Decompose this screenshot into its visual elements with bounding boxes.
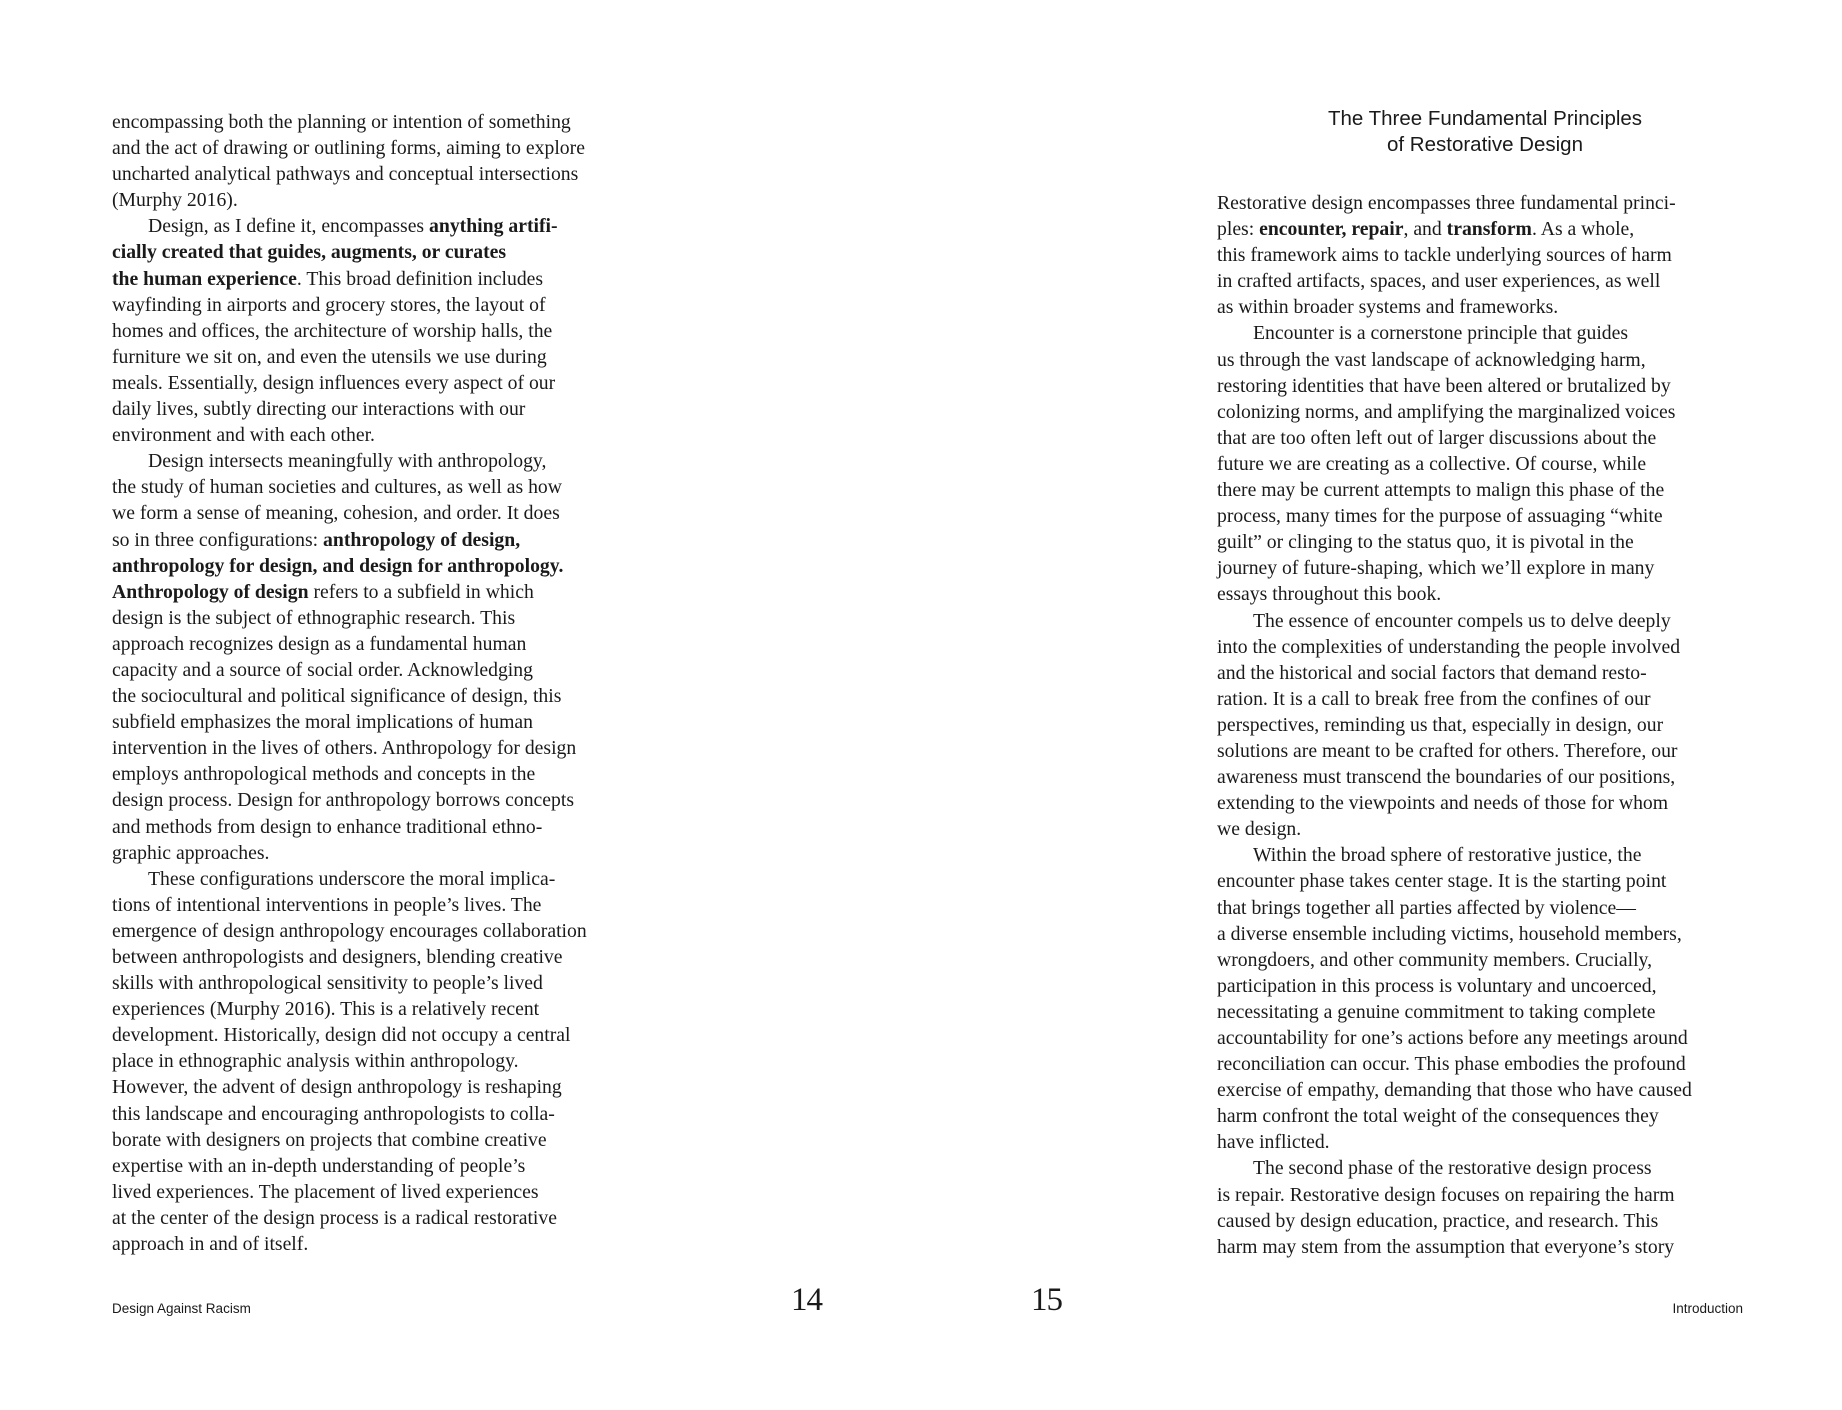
- text-line: [112, 970, 642, 996]
- text-line: [112, 187, 642, 213]
- text-run: Design, as I define it, encompasses: [148, 215, 430, 238]
- text-run: The essence of encounter compels us to delve deeply: [1253, 609, 1671, 632]
- text-line: [112, 161, 642, 187]
- text-line: [112, 866, 642, 892]
- text-run: However, the advent of design anthropology is reshaping: [112, 1076, 562, 1099]
- text-line: [1217, 294, 1753, 320]
- text-run: participation in this process is voluntary and uncoerced,: [1217, 974, 1657, 997]
- text-line: [1217, 216, 1753, 242]
- text-run: capacity and a source of social order. Acknowledging: [112, 658, 533, 681]
- text-run: graphic approaches.: [112, 841, 270, 864]
- bold-phrase: the human experience: [112, 267, 297, 290]
- text-run: we form a sense of meaning, cohesion, and order. It does: [112, 502, 560, 525]
- text-line: [112, 709, 642, 735]
- text-line: [112, 1022, 642, 1048]
- running-footer-chapter: Introduction: [1672, 1301, 1743, 1316]
- text-run: place in ethnographic analysis within anthropology.: [112, 1050, 519, 1073]
- text-run: harm may stem from the assumption that everyone’s story: [1217, 1235, 1675, 1258]
- text-line: [1217, 842, 1753, 868]
- text-line: [1217, 790, 1753, 816]
- text-line: [112, 292, 642, 318]
- right-body-text: [1217, 190, 1753, 1260]
- text-run: restoring identities that have been altered or brutalized by: [1217, 374, 1671, 397]
- text-run: that brings together all parties affected by violence—: [1217, 896, 1636, 919]
- text-line: [1217, 1103, 1753, 1129]
- text-run: there may be current attempts to malign this phase of the: [1217, 479, 1665, 502]
- text-line: [112, 135, 642, 161]
- text-run: have inflicted.: [1217, 1131, 1330, 1154]
- text-run: encounter phase takes center stage. It is the starting point: [1217, 870, 1667, 893]
- text-run: approach recognizes design as a fundamental human: [112, 632, 527, 655]
- text-line: [1217, 1077, 1753, 1103]
- text-run: guilt” or clinging to the status quo, it is pivotal in the: [1217, 531, 1634, 554]
- text-line: [1217, 320, 1753, 346]
- text-run: perspectives, reminding us that, especially in design, our: [1217, 713, 1664, 736]
- text-run: homes and offices, the architecture of worship halls, the: [112, 319, 553, 342]
- running-footer-book-title: Design Against Racism: [112, 1301, 251, 1316]
- text-run: that are too often left out of larger discussions about the: [1217, 426, 1657, 449]
- text-run: experiences (Murphy 2016). This is a relatively recent: [112, 998, 540, 1021]
- text-line: [112, 814, 642, 840]
- text-run: a diverse ensemble including victims, household members,: [1217, 922, 1682, 945]
- text-line: [1217, 1025, 1753, 1051]
- text-run: reconciliation can occur. This phase embodies the profound: [1217, 1053, 1686, 1076]
- text-line: [1217, 347, 1753, 373]
- text-run: refers to a subfield in which: [308, 580, 534, 603]
- text-line: [1217, 268, 1753, 294]
- text-run: necessitating a genuine commitment to taking complete: [1217, 1000, 1656, 1023]
- text-line: [112, 396, 642, 422]
- text-run: tions of intentional interventions in people’s lives. The: [112, 893, 542, 916]
- text-line: [1217, 555, 1753, 581]
- text-line: [1217, 1155, 1753, 1181]
- text-line: [112, 344, 642, 370]
- text-line: [1217, 1051, 1753, 1077]
- text-line: [1217, 373, 1753, 399]
- text-line: [112, 500, 642, 526]
- text-line: [112, 787, 642, 813]
- bold-phrase: anthropology of design,: [323, 528, 521, 551]
- text-run: essays throughout this book.: [1217, 583, 1442, 606]
- text-run: development. Historically, design did not occupy a central: [112, 1024, 571, 1047]
- text-line: [112, 213, 642, 239]
- text-line: [1217, 634, 1753, 660]
- text-run: borate with designers on projects that combine creative: [112, 1128, 547, 1151]
- text-line: [112, 553, 642, 579]
- text-run: wrongdoers, and other community members. Crucially,: [1217, 948, 1653, 971]
- text-line: [112, 370, 642, 396]
- text-line: [1217, 529, 1753, 555]
- text-line: [1217, 425, 1753, 451]
- page-number-right: 15: [1031, 1282, 1062, 1318]
- text-line: [112, 579, 642, 605]
- text-run: accountability for one’s actions before any meetings around: [1217, 1027, 1688, 1049]
- text-run: we design.: [1217, 818, 1302, 841]
- right-page: [921, 0, 1842, 1410]
- text-run: at the center of the design process is a radical restorative: [112, 1206, 557, 1229]
- text-run: These configurations underscore the moral implica-: [148, 867, 556, 890]
- text-run: Within the broad sphere of restorative justice, the: [1253, 844, 1642, 867]
- text-line: [1217, 242, 1753, 268]
- text-run: (Murphy 2016).: [112, 189, 238, 212]
- text-run: intervention in the lives of others. Anthropology for design: [112, 737, 577, 760]
- text-line: [1217, 686, 1753, 712]
- text-line: [1217, 1182, 1753, 1208]
- section-heading: [1217, 106, 1753, 158]
- text-run: future we are creating as a collective. Of course, while: [1217, 452, 1647, 475]
- text-run: uncharted analytical pathways and conceptual intersections: [112, 163, 579, 186]
- text-line: [1217, 816, 1753, 842]
- text-run: , and: [1403, 218, 1447, 241]
- text-run: this landscape and encouraging anthropologists to colla-: [112, 1102, 555, 1125]
- text-run: in crafted artifacts, spaces, and user experiences, as well: [1217, 270, 1661, 293]
- text-run: us through the vast landscape of acknowledging harm,: [1217, 348, 1646, 371]
- text-line: [112, 1127, 642, 1153]
- text-run: employs anthropological methods and concepts in the: [112, 763, 536, 786]
- text-line: [112, 266, 642, 292]
- text-run: . This broad definition includes: [296, 267, 544, 290]
- bold-phrase: anything artifi-: [429, 215, 558, 238]
- text-line: [1217, 738, 1753, 764]
- text-run: emergence of design anthropology encourages collaboration: [112, 919, 587, 942]
- text-run: meals. Essentially, design influences every aspect of our: [112, 371, 556, 394]
- text-run: approach in and of itself.: [112, 1233, 309, 1256]
- text-line: [112, 735, 642, 761]
- text-line: [112, 761, 642, 787]
- text-run: The second phase of the restorative design process: [1253, 1157, 1652, 1180]
- text-run: solutions are meant to be crafted for others. Therefore, our: [1217, 739, 1678, 762]
- text-line: [1217, 1234, 1753, 1260]
- text-line: [112, 109, 642, 135]
- bold-phrase: anthropology for design, and design for anthropology.: [112, 554, 564, 577]
- text-line: [112, 944, 642, 970]
- text-line: [112, 1153, 642, 1179]
- text-line: [112, 1101, 642, 1127]
- text-line: [1217, 895, 1753, 921]
- text-run: journey of future-shaping, which we’ll explore in many: [1217, 557, 1655, 580]
- text-run: ples:: [1217, 218, 1260, 241]
- text-run: Encounter is a cornerstone principle that guides: [1253, 322, 1629, 345]
- text-run: so in three configurations:: [112, 528, 324, 551]
- text-run: awareness must transcend the boundaries of our positions,: [1217, 766, 1676, 789]
- text-run: design process. Design for anthropology borrows concepts: [112, 789, 575, 812]
- text-run: lived experiences. The placement of lived experiences: [112, 1180, 539, 1203]
- text-line: [1217, 503, 1753, 529]
- text-line: [112, 918, 642, 944]
- text-run: extending to the viewpoints and needs of those for whom: [1217, 792, 1669, 815]
- text-line: [1217, 999, 1753, 1025]
- text-line: [1217, 868, 1753, 894]
- text-line: [112, 1179, 642, 1205]
- text-line: [1217, 712, 1753, 738]
- text-line: [112, 422, 642, 448]
- text-line: [112, 474, 642, 500]
- text-line: [1217, 190, 1753, 216]
- text-line: [1217, 1208, 1753, 1234]
- text-run: expertise with an in-depth understanding of people’s: [112, 1154, 526, 1177]
- text-run: environment and with each other.: [112, 424, 375, 447]
- text-line: [1217, 451, 1753, 477]
- text-run: and the act of drawing or outlining forms, aiming to explore: [112, 137, 585, 160]
- text-run: process, many times for the purpose of assuaging “white: [1217, 505, 1663, 528]
- text-run: caused by design education, practice, and research. This: [1217, 1209, 1659, 1232]
- text-run: between anthropologists and designers, blending creative: [112, 946, 563, 968]
- text-run: harm confront the total weight of the consequences they: [1217, 1105, 1659, 1128]
- text-run: skills with anthropological sensitivity to people’s lived: [112, 972, 543, 995]
- section-heading-line: The Three Fundamental Principles: [1327, 107, 1643, 130]
- text-run: wayfinding in airports and grocery stores, the layout of: [112, 293, 546, 316]
- text-line: [112, 1205, 642, 1231]
- text-line: [112, 448, 642, 474]
- text-run: the study of human societies and cultures, as well as how: [112, 476, 562, 499]
- bold-phrase: transform: [1446, 218, 1532, 241]
- text-line: [1217, 660, 1753, 686]
- text-run: is repair. Restorative design focuses on repairing the harm: [1217, 1183, 1675, 1206]
- text-run: the sociocultural and political significance of design, this: [112, 685, 562, 708]
- text-line: [112, 527, 642, 553]
- text-line: [1217, 608, 1753, 634]
- text-line: [112, 1074, 642, 1100]
- text-run: encompassing both the planning or intention of something: [112, 111, 571, 133]
- text-line: [1217, 947, 1753, 973]
- text-run: and the historical and social factors that demand resto-: [1217, 661, 1647, 684]
- text-line: [112, 239, 642, 265]
- bold-phrase: encounter, repair: [1259, 218, 1404, 241]
- text-run: into the complexities of understanding the people involved: [1217, 635, 1681, 658]
- text-line: [112, 605, 642, 631]
- page-number-left: 14: [791, 1282, 822, 1318]
- text-line: [1217, 921, 1753, 947]
- text-run: and methods from design to enhance traditional ethno-: [112, 815, 543, 838]
- text-line: [112, 996, 642, 1022]
- text-line: [112, 1231, 642, 1257]
- text-line: [112, 683, 642, 709]
- text-run: as within broader systems and frameworks.: [1217, 296, 1559, 319]
- text-line: [112, 318, 642, 344]
- text-line: [112, 657, 642, 683]
- text-run: daily lives, subtly directing our interactions with our: [112, 398, 526, 421]
- bold-phrase: Anthropology of design: [112, 580, 309, 603]
- text-run: ration. It is a call to break free from the confines of our: [1217, 687, 1651, 710]
- text-line: [112, 892, 642, 918]
- left-body-text: [112, 109, 642, 1257]
- text-line: [1217, 581, 1753, 607]
- text-run: furniture we sit on, and even the utensils we use during: [112, 345, 547, 368]
- text-line: [112, 1048, 642, 1074]
- text-line: [1217, 764, 1753, 790]
- text-run: design is the subject of ethnographic research. This: [112, 606, 516, 629]
- section-heading-line: of Restorative Design: [1387, 133, 1583, 156]
- text-run: colonizing norms, and amplifying the marginalized voices: [1217, 400, 1676, 423]
- text-run: . As a whole,: [1531, 218, 1635, 241]
- text-line: [1217, 399, 1753, 425]
- text-run: subfield emphasizes the moral implications of human: [112, 711, 533, 734]
- text-line: [112, 631, 642, 657]
- text-line: [1217, 973, 1753, 999]
- text-line: [1217, 477, 1753, 503]
- text-run: this framework aims to tackle underlying sources of harm: [1217, 244, 1672, 267]
- text-line: [112, 840, 642, 866]
- text-run: exercise of empathy, demanding that those who have caused: [1217, 1079, 1692, 1102]
- text-run: Design intersects meaningfully with anthropology,: [148, 450, 547, 473]
- text-run: Restorative design encompasses three fundamental princi-: [1217, 192, 1676, 214]
- bold-phrase: cially created that guides, augments, or curates: [112, 241, 507, 264]
- text-line: [1217, 1129, 1753, 1155]
